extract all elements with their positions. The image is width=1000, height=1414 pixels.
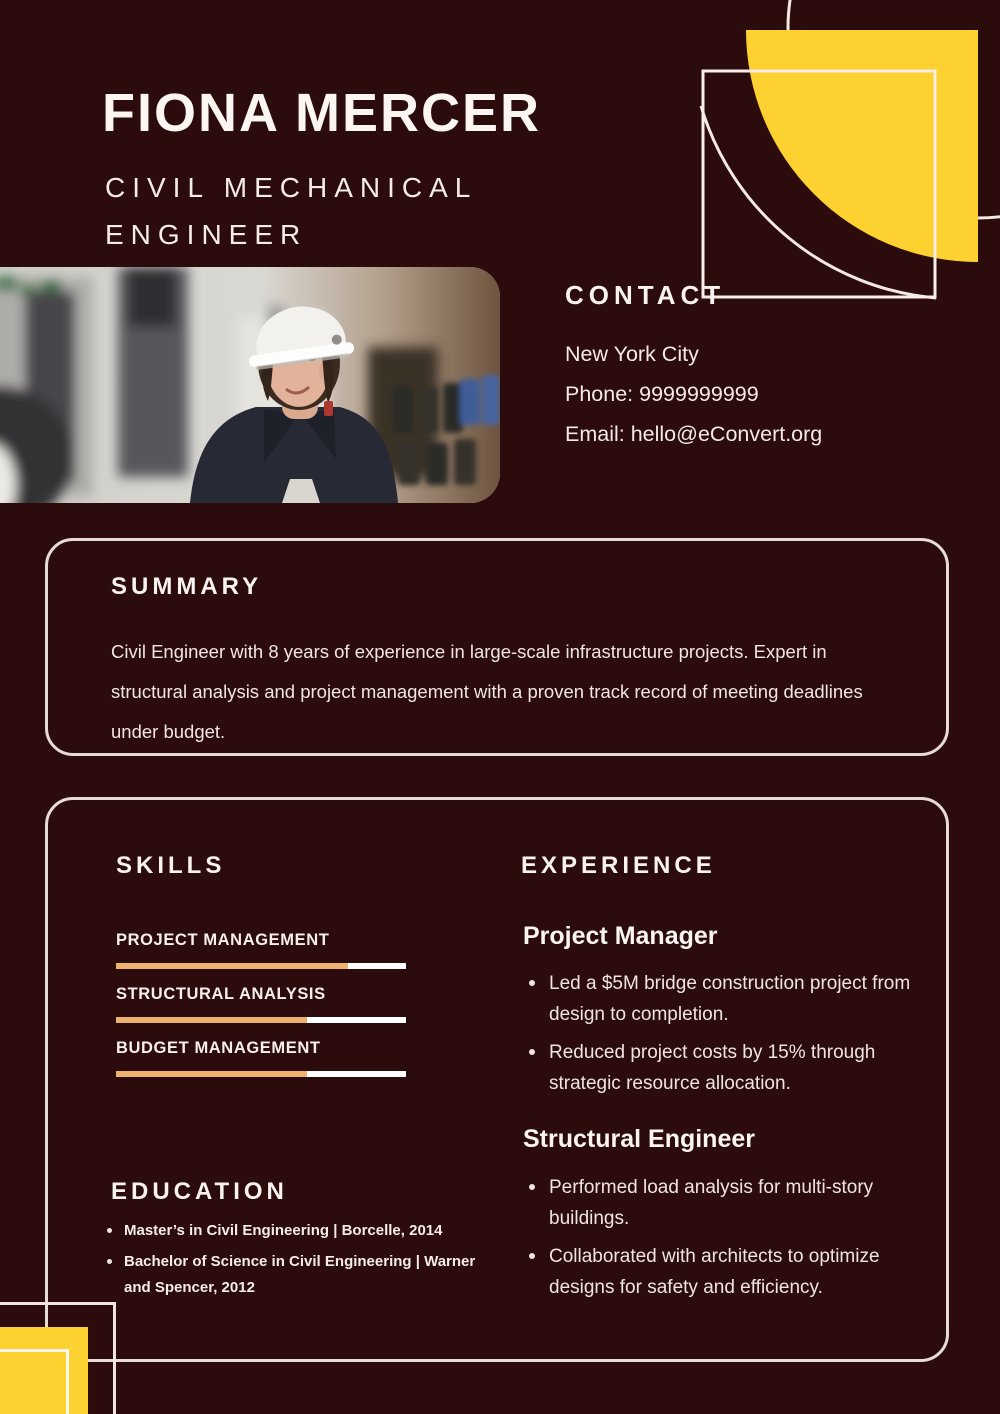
skill-row [116, 930, 406, 969]
skill-bar [116, 963, 406, 969]
bullet-icon [529, 1253, 535, 1259]
education-text: Master’s in Civil Engineering | Borcelle, 2014 [124, 1222, 443, 1239]
person-name: FIONA MERCER [102, 83, 541, 143]
skill-label: BUDGET MANAGEMENT [116, 1039, 321, 1057]
summary-section [45, 538, 949, 756]
skill-bar [116, 1017, 406, 1023]
skill-bar [116, 1071, 406, 1077]
profile-photo [0, 267, 500, 503]
bullet-icon [529, 1049, 535, 1055]
decor-yellow-fan [746, 30, 978, 262]
job-bullet [529, 968, 949, 1030]
job-bullet [529, 1172, 949, 1234]
contact-email: Email: hello@eConvert.org [565, 422, 823, 446]
contact-heading: CONTACT [565, 280, 726, 310]
skill-bar-fill [116, 1071, 307, 1077]
job-bullet-text: Led a $5M bridge construction project from design to completion. [549, 973, 911, 1025]
contact-location: New York City [565, 342, 699, 366]
skills-heading: SKILLS [116, 852, 226, 879]
bullet-icon [107, 1228, 112, 1233]
profile-photo-illustration [0, 267, 500, 503]
education-list [107, 1218, 477, 1306]
skill-row [116, 984, 406, 1023]
bullet-icon [529, 980, 535, 986]
education-heading: EDUCATION [111, 1178, 288, 1205]
job-title: Project Manager [523, 922, 718, 950]
job-bullet [529, 1037, 949, 1099]
job-bullet-text: Performed load analysis for multi-story buildings. [549, 1177, 874, 1229]
job-title-subtitle: CIVIL MECHANICAL ENGINEER [105, 172, 477, 250]
bullet-icon [107, 1259, 112, 1264]
education-item [107, 1249, 477, 1301]
education-text: Bachelor of Science in Civil Engineering | Warner and Spencer, 2012 [124, 1253, 476, 1296]
main-section [45, 797, 949, 1362]
skill-label: STRUCTURAL ANALYSIS [116, 985, 326, 1003]
education-item [107, 1218, 477, 1244]
skill-label: PROJECT MANAGEMENT [116, 931, 330, 949]
corner-decoration-inner-outline [0, 1349, 69, 1414]
contact-phone: Phone: 9999999999 [565, 382, 759, 406]
skill-bar-fill [116, 1017, 307, 1023]
summary-heading: SUMMARY [111, 573, 263, 600]
experience-heading: EXPERIENCE [521, 852, 716, 879]
job-bullet [529, 1241, 949, 1303]
job-bullet-list [529, 968, 949, 1106]
job-title: Structural Engineer [523, 1125, 755, 1153]
job-bullet-text: Collaborated with architects to optimize designs for safety and efficiency. [549, 1246, 880, 1298]
job-bullet-list [529, 1172, 949, 1310]
bullet-icon [529, 1184, 535, 1190]
contact-lines [565, 334, 822, 454]
skill-bar-fill [116, 963, 348, 969]
skill-row [116, 1038, 406, 1077]
job-bullet-text: Reduced project costs by 15% through strategic resource allocation. [549, 1042, 876, 1094]
summary-text: Civil Engineer with 8 years of experience in large-scale infrastructure projects. Expert in structural analysis and project management with a proven track record of meeting deadlines under budget. [111, 640, 863, 742]
